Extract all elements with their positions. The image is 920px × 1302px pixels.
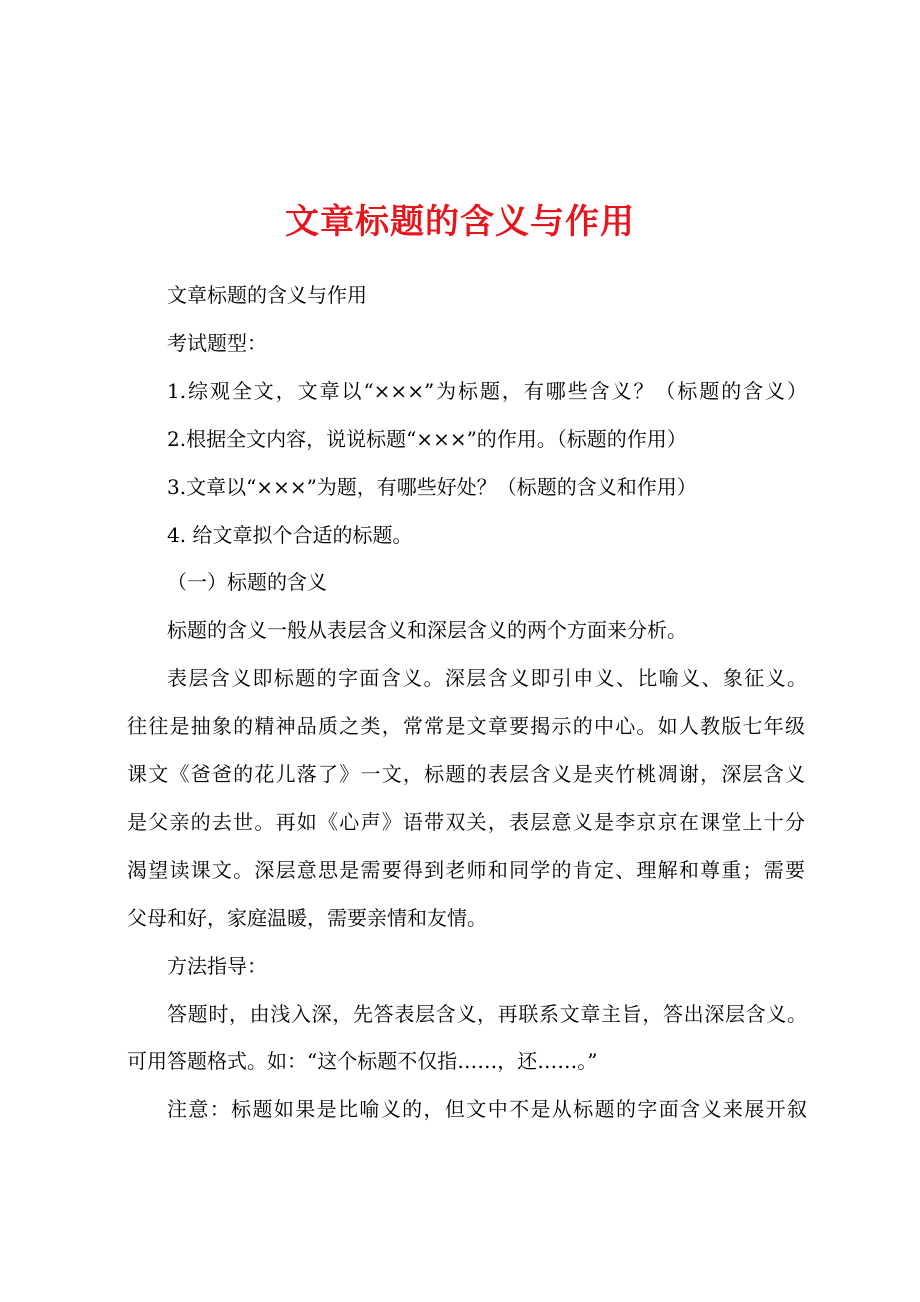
text-line: 3.文章以“×××”为题，有哪些好处？（标题的含义和作用） xyxy=(167,474,697,499)
text-line: 注意：标题如果是比喻义的，但文中不是从标题的字面含义来展开叙 xyxy=(167,1097,807,1122)
text-line: 标题的含义一般从表层含义和深层含义的两个方面来分析。 xyxy=(167,618,687,643)
text-line: 考试题型： xyxy=(167,330,267,355)
document-title: 文章标题的含义与作用 xyxy=(285,202,635,242)
text-line: 表层含义即标题的字面含义。深层含义即引申义、比喻义、象征义。 xyxy=(167,666,807,691)
text-line: 课文《爸爸的花儿落了》一文，标题的表层含义是夹竹桃凋谢，深层含义 xyxy=(127,762,805,786)
text-line: 答题时，由浅入深，先答表层含义，再联系文章主旨，答出深层含义。 xyxy=(167,1001,807,1026)
text-line: 父母和好，家庭温暖，需要亲情和友情。 xyxy=(127,905,487,930)
text-line: 可用答题格式。如：“这个标题不仅指……，还……。” xyxy=(127,1049,598,1074)
text-line: 文章标题的含义与作用 xyxy=(167,283,367,307)
text-line: （一）标题的含义 xyxy=(167,570,327,595)
text-line: 是父亲的去世。再如《心声》语带双关，表层意义是李京京在课堂上十分 xyxy=(127,809,805,834)
text-line: 往往是抽象的精神品质之类，常常是文章要揭示的中心。如人教版七年级 xyxy=(127,714,805,739)
text-line: 渴望读课文。深层意思是需要得到老师和同学的肯定、理解和尊重；需要 xyxy=(127,857,805,882)
text-line: 方法指导： xyxy=(167,953,267,978)
text-line: 1.综观全文，文章以“×××”为标题，有哪些含义？（标题的含义） xyxy=(167,378,807,403)
text-line: 4. 给文章拟个合适的标题。 xyxy=(167,522,413,547)
text-line: 2.根据全文内容，说说标题“×××”的作用。（标题的作用） xyxy=(167,426,687,451)
